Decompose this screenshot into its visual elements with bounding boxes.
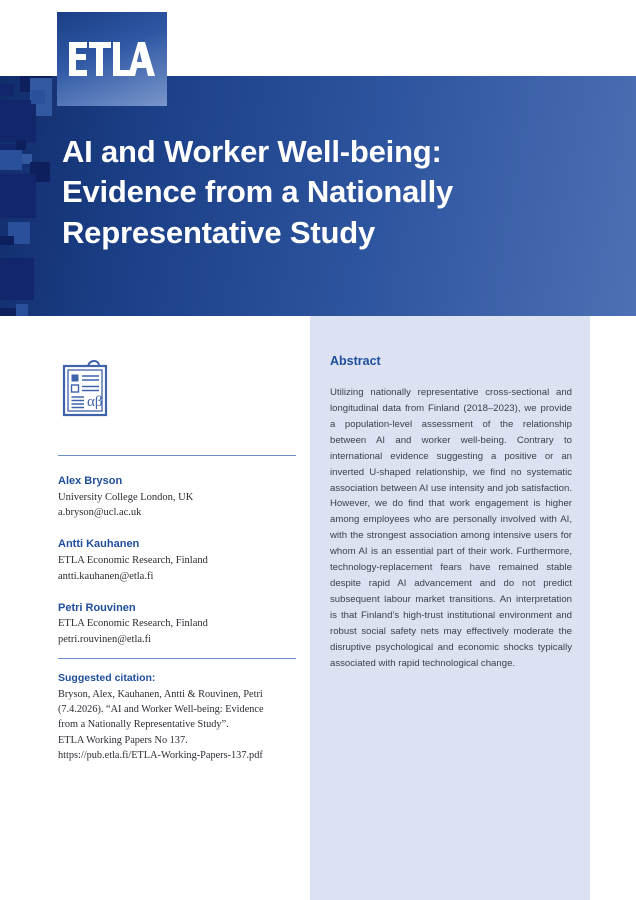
- citation-line: from a Nationally Representative Study”.: [58, 719, 229, 731]
- author-name: Antti Kauhanen: [58, 538, 140, 551]
- divider-above-citation: [58, 658, 296, 659]
- citation-heading: Suggested citation:: [58, 672, 156, 684]
- etla-logo[interactable]: [57, 12, 167, 106]
- banner-decor-square: [0, 308, 16, 316]
- banner-decor-square: [0, 236, 14, 245]
- author-email[interactable]: a.bryson@ucl.ac.uk: [58, 507, 142, 519]
- page-title-line-1: AI and Worker Well-being:: [62, 134, 442, 169]
- abstract-text: Utilizing nationally representative cross-sectional and longitudinal data from Finland (2018–2023), we provide a population-level assessment of the relationship between AI and worker well-being. Contrary to international evidence suggesting a positive or an inverted U-shaped relationship, we find no systematic association between AI use intensity and job satisfaction. However, we do find that work engagement is higher among employees who are personally involved with AI, with the strongest association among intensive users for whom AI is an essential part of their work. Furthermore, technology-replacement fears have remained stable despite rapid AI advancement and do not predict subsequent labour market transitions. An interpretation is that Finland’s high-trust institutional environment and robust social safety nets may effectively moderate the disruptive psychological and economic shocks typically associated with rapid technological change.: [330, 387, 572, 669]
- page-title-line-2: Evidence from a Nationally: [62, 174, 454, 210]
- author-name: Petri Rouvinen: [58, 601, 136, 614]
- page-title: [62, 132, 582, 253]
- abstract-heading: Abstract: [330, 354, 381, 368]
- divider-above-authors: [58, 455, 296, 456]
- banner-decor-square: [0, 150, 22, 170]
- author-entry: [58, 473, 302, 521]
- banner-decor-square: [31, 90, 45, 104]
- author-list: [58, 473, 302, 648]
- banner-decor-square: [0, 100, 36, 142]
- author-entry: [58, 536, 302, 584]
- banner-decor-square: [0, 174, 36, 218]
- document-alpha-beta-icon: [58, 358, 112, 425]
- alpha-beta-symbols: αβ: [87, 394, 103, 410]
- author-affiliation: University College London, UK: [58, 491, 194, 503]
- suggested-citation: [58, 672, 306, 763]
- banner-decor-square: [0, 258, 34, 300]
- author-name: Alex Bryson: [58, 475, 123, 487]
- etla-logo-wordmark-icon: [69, 42, 155, 76]
- author-email[interactable]: antti.kauhanen@etla.fi: [58, 570, 154, 582]
- banner-decor-square: [16, 304, 28, 316]
- page-title-line-3: Representative Study: [62, 214, 375, 250]
- citation-url[interactable]: https://pub.etla.fi/ETLA-Working-Papers-137.pdf: [58, 749, 263, 761]
- author-affiliation: ETLA Economic Research, Finland: [58, 618, 208, 630]
- author-email[interactable]: petri.rouvinen@etla.fi: [58, 634, 152, 646]
- citation-line: (7.4.2026). “AI and Worker Well-being: Evidence: [58, 704, 264, 716]
- author-affiliation: ETLA Economic Research, Finland: [58, 554, 208, 566]
- banner-decor-square: [16, 140, 26, 150]
- citation-line: Bryson, Alex, Kauhanen, Antti & Rouvinen, Petri: [58, 689, 263, 700]
- banner-decor-square: [0, 84, 14, 96]
- citation-line: ETLA Working Papers No 137.: [58, 734, 188, 746]
- author-entry: [58, 600, 302, 648]
